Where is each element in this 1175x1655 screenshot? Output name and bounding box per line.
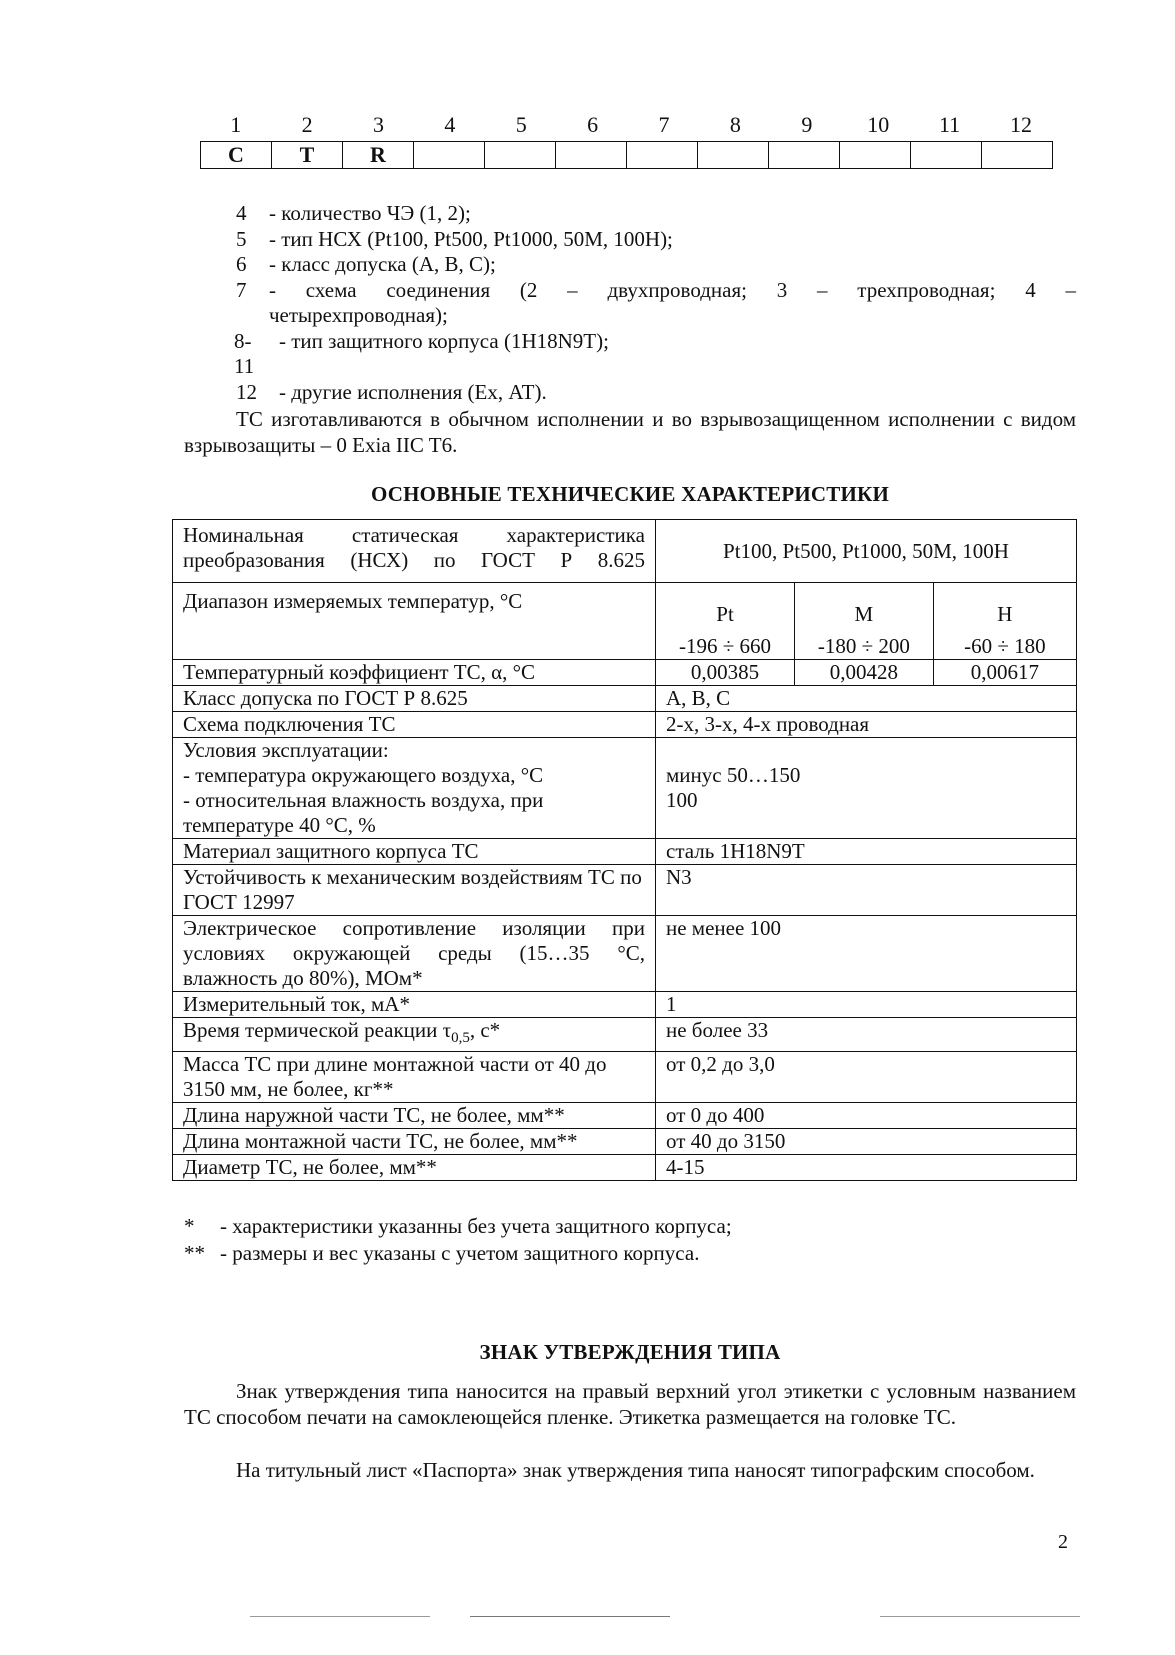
- table-row: [173, 660, 1077, 686]
- spec-label: Класс допуска по ГОСТ Р 8.625: [173, 686, 656, 712]
- code-cell: T: [272, 142, 343, 169]
- spec-value: не менее 100: [656, 916, 1077, 992]
- code-legend: [236, 201, 1076, 405]
- scan-artifact: [250, 1616, 430, 1617]
- range-value: -180 ÷ 200: [795, 627, 934, 659]
- code-position: 1: [230, 112, 242, 137]
- code-position: 10: [867, 112, 890, 137]
- table-row: [173, 738, 1077, 839]
- legend-number: 6: [236, 252, 247, 276]
- page-number: 2: [1058, 1531, 1068, 1553]
- code-cell: [556, 142, 627, 169]
- code-cell: [769, 142, 840, 169]
- legend-item: [236, 380, 1076, 406]
- footnote-mark: *: [184, 1214, 195, 1238]
- scan-artifact: [880, 1616, 1080, 1617]
- table-row: [173, 916, 1077, 992]
- spec-label: Измерительный ток, мА*: [173, 992, 656, 1018]
- coef-value: 0,00385: [656, 660, 795, 685]
- code-cell: [840, 142, 911, 169]
- footnote: [184, 1240, 732, 1267]
- legend-text: - класс допуска (А, В, С);: [269, 252, 496, 276]
- coef-subtable: [656, 660, 1076, 685]
- spec-value: Pt100, Pt500, Pt1000, 50М, 100Н: [656, 520, 1077, 583]
- spec-value: А, В, С: [656, 686, 1077, 712]
- legend-item: [236, 201, 1076, 227]
- spec-value: сталь 1Н18N9Т: [656, 839, 1077, 865]
- code-position: 3: [372, 112, 384, 137]
- code-position: 11: [939, 112, 961, 137]
- spec-label: Устойчивость к механическим воздействиям ТС по ГОСТ 12997: [173, 865, 656, 916]
- spec-value: не более 33: [656, 1018, 1077, 1052]
- spec-value: 2-х, 3-х, 4-х проводная: [656, 712, 1077, 738]
- specs-table: [172, 519, 1077, 1181]
- table-row: [173, 992, 1077, 1018]
- spec-label: Длина наружной части ТС, не более, мм**: [173, 1103, 656, 1129]
- code-position: 6: [587, 112, 599, 137]
- intro-paragraph: ТС изготавливаются в обычном исполнении и во взрывозащищенном исполнении с видом взрывозащиты – 0 Exia IIC T6.: [184, 407, 1076, 457]
- spec-value: от 40 до 3150: [656, 1129, 1077, 1155]
- approval-paragraph: На титульный лист «Паспорта» знак утверждения типа наносят типографским способом.: [236, 1458, 1035, 1482]
- legend-text: - другие исполнения (Ex, АТ).: [279, 379, 547, 404]
- code-cell: [982, 142, 1053, 169]
- code-cell: C: [201, 142, 272, 169]
- spec-label: Номинальная статическая характеристика преобразования (НСХ) по ГОСТ Р 8.625: [173, 520, 656, 583]
- legend-item: [236, 227, 1076, 253]
- code-position-numbers: [200, 112, 1057, 138]
- legend-text: - схема соединения (2 – двухпроводная; 3 – трехпроводная; 4 –: [269, 277, 1076, 302]
- table-row: [173, 1052, 1077, 1103]
- approval-heading: ЗНАК УТВЕРЖДЕНИЯ ТИПА: [479, 1340, 781, 1364]
- spec-label: Электрическое сопротивление изоляции при условиях окружающей среды (15…35 °С, влажность до 80%), МОм*: [173, 916, 656, 992]
- legend-text: четырехпроводная);: [269, 303, 448, 327]
- legend-item-continuation: [236, 303, 1076, 329]
- approval-paragraph: Знак утверждения типа наносится на правый верхний угол этикетки с условным названием ТС способом печати на самоклеющейся пленке. Этикетка размещается на головке ТС.: [184, 1379, 1076, 1429]
- table-row: [173, 839, 1077, 865]
- code-cell: [911, 142, 982, 169]
- table-row: [173, 865, 1077, 916]
- spec-label: Диаметр ТС, не более, мм**: [173, 1155, 656, 1181]
- spec-label: Диапазон измеряемых температур, °С: [173, 583, 656, 660]
- legend-text: - тип защитного корпуса (1Н18N9Т);: [279, 328, 609, 353]
- spec-value: 1: [656, 992, 1077, 1018]
- spec-label: Время термической реакции $\tau_{0,5}$, с*: [173, 1018, 656, 1052]
- spec-value: от 0,2 до 3,0: [656, 1052, 1077, 1103]
- footnotes: [184, 1213, 732, 1267]
- legend-number: 8-11: [234, 328, 255, 378]
- designation-code-table: [200, 141, 1053, 169]
- range-header: Pt: [656, 583, 795, 627]
- legend-text: - количество ЧЭ (1, 2);: [269, 201, 471, 225]
- code-cell: [698, 142, 769, 169]
- legend-number: 4: [236, 201, 247, 225]
- code-cell: [485, 142, 556, 169]
- spec-value: минус 50…150: [666, 763, 801, 787]
- footnote: [184, 1213, 732, 1240]
- table-row: [173, 1129, 1077, 1155]
- table-row: [173, 520, 1077, 583]
- scan-artifact: [470, 1616, 670, 1617]
- code-position: 7: [658, 112, 670, 137]
- spec-value: 4-15: [656, 1155, 1077, 1181]
- code-cell: [627, 142, 698, 169]
- code-position: 2: [301, 112, 313, 137]
- legend-item: [236, 329, 1076, 380]
- table-row: [173, 1018, 1077, 1052]
- code-position: 8: [729, 112, 741, 137]
- footnote-text: - характеристики указанны без учета защитного корпуса;: [220, 1214, 732, 1238]
- coef-value: 0,00617: [970, 660, 1039, 684]
- code-position: 12: [1009, 112, 1032, 137]
- range-value: -60 ÷ 180: [964, 634, 1046, 658]
- code-position: 4: [444, 112, 456, 137]
- code-position: 5: [515, 112, 527, 137]
- spec-label: Длина монтажной части ТС, не более, мм**: [173, 1129, 656, 1155]
- table-row: [173, 712, 1077, 738]
- footnote-text: - размеры и вес указаны с учетом защитного корпуса.: [220, 1241, 700, 1265]
- code-position: 9: [801, 112, 813, 137]
- range-header: М: [795, 583, 934, 627]
- legend-number: 7: [236, 277, 247, 302]
- range-subtable: [656, 583, 1076, 659]
- spec-value: N3: [656, 865, 1077, 916]
- spec-label: Схема подключения ТС: [173, 712, 656, 738]
- spec-value: от 0 до 400: [656, 1103, 1077, 1129]
- spec-value: 100: [666, 788, 698, 812]
- legend-text: - тип НСХ (Pt100, Pt500, Pt1000, 50М, 100Н);: [269, 226, 673, 251]
- code-cell: [414, 142, 485, 169]
- range-value: -196 ÷ 660: [656, 627, 795, 659]
- code-cell: R: [343, 142, 414, 169]
- range-header: Н: [997, 602, 1013, 626]
- spec-label: Масса ТС при длине монтажной части от 40 до 3150 мм, не более, кг**: [173, 1052, 656, 1103]
- legend-number: 12: [236, 379, 257, 404]
- spec-label: Условия эксплуатации:: [183, 738, 389, 762]
- table-row: [173, 1103, 1077, 1129]
- footnote-mark: **: [184, 1241, 205, 1265]
- specs-heading: ОСНОВНЫЕ ТЕХНИЧЕСКИЕ ХАРАКТЕРИСТИКИ: [370, 482, 889, 506]
- legend-number: 5: [236, 226, 247, 251]
- table-row: [173, 1155, 1077, 1181]
- table-row: [173, 583, 1077, 660]
- spec-label: Температурный коэффициент ТС, α, °С: [173, 660, 656, 686]
- spec-label: Материал защитного корпуса ТС: [173, 839, 656, 865]
- coef-value: 0,00428: [795, 660, 934, 685]
- table-row: [173, 686, 1077, 712]
- legend-item: [236, 278, 1076, 304]
- spec-label: - температура окружающего воздуха, °С: [183, 763, 544, 787]
- spec-label: - относительная влажность воздуха, при температуре 40 °С, %: [183, 788, 544, 837]
- legend-item: [236, 252, 1076, 278]
